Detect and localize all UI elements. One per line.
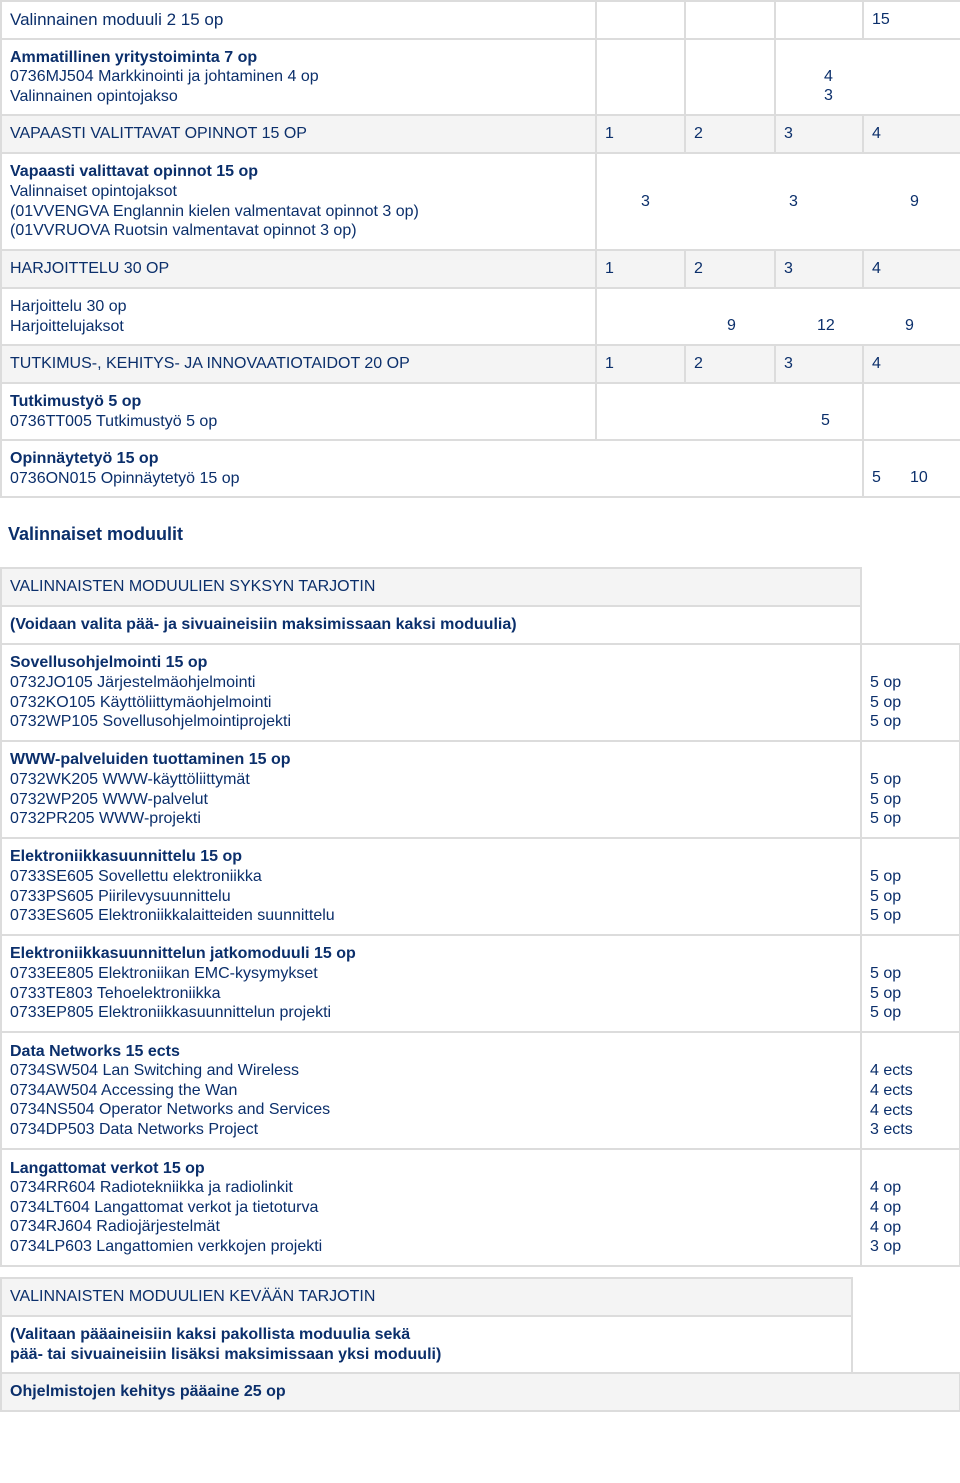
section-title: Valinnaiset moduulit bbox=[8, 524, 184, 544]
spring-modules-table bbox=[0, 1277, 960, 1412]
opinnaytetyo-value-2: 10 bbox=[910, 469, 928, 486]
spring-module-row bbox=[1, 1373, 960, 1411]
module-title: WWW-palveluiden tuottaminen 15 op bbox=[10, 751, 291, 769]
harjoittelu-value-2: 12 bbox=[817, 317, 835, 334]
col-4: 4 bbox=[863, 250, 960, 288]
course-credits: 5 op bbox=[870, 965, 902, 983]
course-item: 0734SW504 Lan Switching and Wireless bbox=[10, 1062, 300, 1080]
col-4: 4 bbox=[863, 345, 960, 383]
course-credits: 5 op bbox=[870, 713, 902, 731]
vapaasti-header-row bbox=[1, 115, 960, 153]
course-item: 0733EP805 Elektroniikkasuunnittelun projekti bbox=[10, 1004, 332, 1022]
course-item: 0733SE605 Sovellettu elektroniikka bbox=[10, 867, 262, 885]
harjoittelu-title: Harjoittelu 30 op bbox=[10, 297, 127, 315]
course-item: 0734AW504 Accessing the Wan bbox=[10, 1081, 238, 1099]
course-item: 0732WP205 WWW-palvelut bbox=[10, 790, 208, 808]
course-credits: 5 op bbox=[870, 887, 902, 905]
course-item: 0734LP603 Langattomien verkkojen projekti bbox=[10, 1237, 323, 1255]
module-row bbox=[1, 644, 960, 741]
course-credits: 5 op bbox=[870, 674, 902, 692]
autumn-header-row bbox=[1, 568, 960, 606]
course-credits: 5 op bbox=[870, 810, 902, 828]
col-3: 3 bbox=[775, 345, 863, 383]
autumn-header: VALINNAISTEN MODUULIEN SYKSYN TARJOTIN bbox=[1, 568, 861, 606]
col-1: 1 bbox=[596, 250, 685, 288]
course-credits: 3 ects bbox=[870, 1121, 913, 1139]
opinnaytetyo-title: Opinnäytetyö 15 op bbox=[10, 449, 159, 467]
course-item: 0734LT604 Langattomat verkot ja tietoturva bbox=[10, 1198, 319, 1216]
module-row bbox=[1, 838, 960, 935]
course-item: 0733ES605 Elektroniikkalaitteiden suunnittelu bbox=[10, 907, 335, 925]
module-row bbox=[1, 741, 960, 838]
harjoittelu-header: HARJOITTELU 30 OP bbox=[1, 250, 596, 288]
harjoittelu-value-3: 9 bbox=[905, 317, 914, 334]
spring-note-row bbox=[1, 1316, 960, 1373]
course-credits: 3 op bbox=[870, 1238, 902, 1256]
course-credits: 4 op bbox=[870, 1198, 902, 1216]
course-credits: 5 op bbox=[870, 1004, 902, 1022]
autumn-note: (Voidaan valita pää- ja sivuaineisiin maksimissaan kaksi moduulia) bbox=[1, 606, 861, 644]
course-item: 0734DP503 Data Networks Project bbox=[10, 1120, 259, 1138]
tutkimus-header-row bbox=[1, 345, 960, 383]
tutkimustyo-row bbox=[1, 383, 960, 440]
valinnainen-row bbox=[1, 1, 960, 39]
col-1: 1 bbox=[596, 115, 685, 153]
col-3: 3 bbox=[775, 115, 863, 153]
spring-module-title: Ohjelmistojen kehitys pääaine 25 op bbox=[1, 1373, 960, 1411]
course-item: 0734RJ604 Radiojärjestelmät bbox=[10, 1218, 220, 1236]
vapaasti-header: VAPAASTI VALITTAVAT OPINNOT 15 OP bbox=[1, 115, 596, 153]
module-title: Sovellusohjelmointi 15 op bbox=[10, 654, 208, 672]
course-credits: 4 op bbox=[870, 1218, 902, 1236]
col-4: 4 bbox=[863, 115, 960, 153]
course-credits: 4 ects bbox=[870, 1081, 913, 1099]
opinnaytetyo-line: 0736ON015 Opinnäytetyö 15 op bbox=[10, 469, 240, 487]
harjoittelu-line: Harjoittelujaksot bbox=[10, 317, 124, 335]
course-credits: 4 ects bbox=[870, 1062, 913, 1080]
course-item: 0733EE805 Elektroniikan EMC-kysymykset bbox=[10, 964, 318, 982]
col-2: 2 bbox=[685, 115, 775, 153]
course-item: 0732WP105 Sovellusohjelmointiprojekti bbox=[10, 713, 292, 731]
spring-header-row bbox=[1, 1278, 960, 1316]
course-item: 0733PS605 Piirilevysuunnittelu bbox=[10, 887, 231, 905]
ammatillinen-value-2: 3 bbox=[824, 87, 833, 105]
course-item: 0733TE803 Tehoelektroniikka bbox=[10, 984, 221, 1002]
col-2: 2 bbox=[685, 250, 775, 288]
course-credits: 5 op bbox=[870, 771, 902, 789]
tutkimustyo-line: 0736TT005 Tutkimustyö 5 op bbox=[10, 412, 218, 430]
harjoittelu-header-row bbox=[1, 250, 960, 288]
harjoittelu-value-1: 9 bbox=[727, 317, 736, 334]
course-item: 0732PR205 WWW-projekti bbox=[10, 810, 201, 828]
module-row bbox=[1, 935, 960, 1032]
col-1: 1 bbox=[596, 345, 685, 383]
vapaasti-row bbox=[1, 153, 960, 250]
module-row bbox=[1, 1032, 960, 1149]
vapaasti-line-2: (01VVENGVA Englannin kielen valmentavat opinnot 3 op) bbox=[10, 202, 419, 220]
tutkimustyo-title: Tutkimustyö 5 op bbox=[10, 392, 142, 410]
course-credits: 5 op bbox=[870, 984, 902, 1002]
autumn-modules-table bbox=[0, 567, 960, 1267]
tutkimustyo-value: 5 bbox=[821, 412, 830, 429]
course-item: 0732JO105 Järjestelmäohjelmointi bbox=[10, 673, 256, 691]
course-item: 0732KO105 Käyttöliittymäohjelmointi bbox=[10, 693, 272, 711]
opinnaytetyo-row bbox=[1, 440, 960, 497]
valinnainen-title: Valinnainen moduuli 2 15 op bbox=[1, 1, 596, 39]
spring-note-line-1: (Valitaan pääaineisiin kaksi pakollista moduulia sekä bbox=[10, 1325, 411, 1343]
course-item: 0732WK205 WWW-käyttöliittymät bbox=[10, 770, 250, 788]
vapaasti-title: Vapaasti valittavat opinnot 15 op bbox=[10, 163, 259, 181]
harjoittelu-row bbox=[1, 288, 960, 345]
opinnaytetyo-value-1: 5 bbox=[872, 469, 881, 486]
col-3: 3 bbox=[775, 250, 863, 288]
ammatillinen-title: Ammatillinen yritystoiminta 7 op bbox=[10, 48, 258, 66]
vapaasti-line-1: Valinnaiset opintojaksot bbox=[10, 182, 177, 200]
vapaasti-line-3: (01VVRUOVA Ruotsin valmentavat opinnot 3 op) bbox=[10, 222, 357, 240]
spring-header: VALINNAISTEN MODUULIEN KEVÄÄN TARJOTIN bbox=[1, 1278, 852, 1316]
course-credits: 5 op bbox=[870, 693, 902, 711]
course-item: 0734RR604 Radiotekniikka ja radiolinkit bbox=[10, 1179, 293, 1197]
module-row bbox=[1, 1149, 960, 1266]
course-credits: 4 op bbox=[870, 1179, 902, 1197]
spring-note-line-2: pää- tai sivuaineisiin lisäksi maksimissaan yksi moduuli) bbox=[10, 1345, 442, 1363]
module-title: Elektroniikkasuunnittelu 15 op bbox=[10, 848, 243, 866]
ammatillinen-course: 0736MJ504 Markkinointi ja johtaminen 4 op bbox=[10, 68, 319, 86]
course-credits: 5 op bbox=[870, 907, 902, 925]
ammatillinen-elective: Valinnainen opintojakso bbox=[10, 87, 178, 105]
tutkimus-header: TUTKIMUS-, KEHITYS- JA INNOVAATIOTAIDOT 20 OP bbox=[1, 345, 596, 383]
vapaasti-value-3: 9 bbox=[910, 192, 919, 210]
col-2: 2 bbox=[685, 345, 775, 383]
valinnainen-total: 15 bbox=[863, 1, 960, 39]
course-credits: 4 ects bbox=[870, 1101, 913, 1119]
module-title: Langattomat verkot 15 op bbox=[10, 1159, 205, 1177]
course-credits: 5 op bbox=[870, 790, 902, 808]
module-title: Elektroniikkasuunnittelun jatkomoduuli 15 op bbox=[10, 945, 356, 963]
module-title: Data Networks 15 ects bbox=[10, 1042, 180, 1060]
autumn-note-row bbox=[1, 606, 960, 644]
ammatillinen-row bbox=[1, 39, 960, 115]
vapaasti-value-1: 3 bbox=[641, 192, 650, 210]
course-item: 0734NS504 Operator Networks and Services bbox=[10, 1101, 331, 1119]
ammatillinen-value-1: 4 bbox=[824, 67, 833, 85]
course-credits: 5 op bbox=[870, 868, 902, 886]
vapaasti-value-2: 3 bbox=[789, 192, 798, 210]
study-plan-table bbox=[0, 0, 960, 498]
